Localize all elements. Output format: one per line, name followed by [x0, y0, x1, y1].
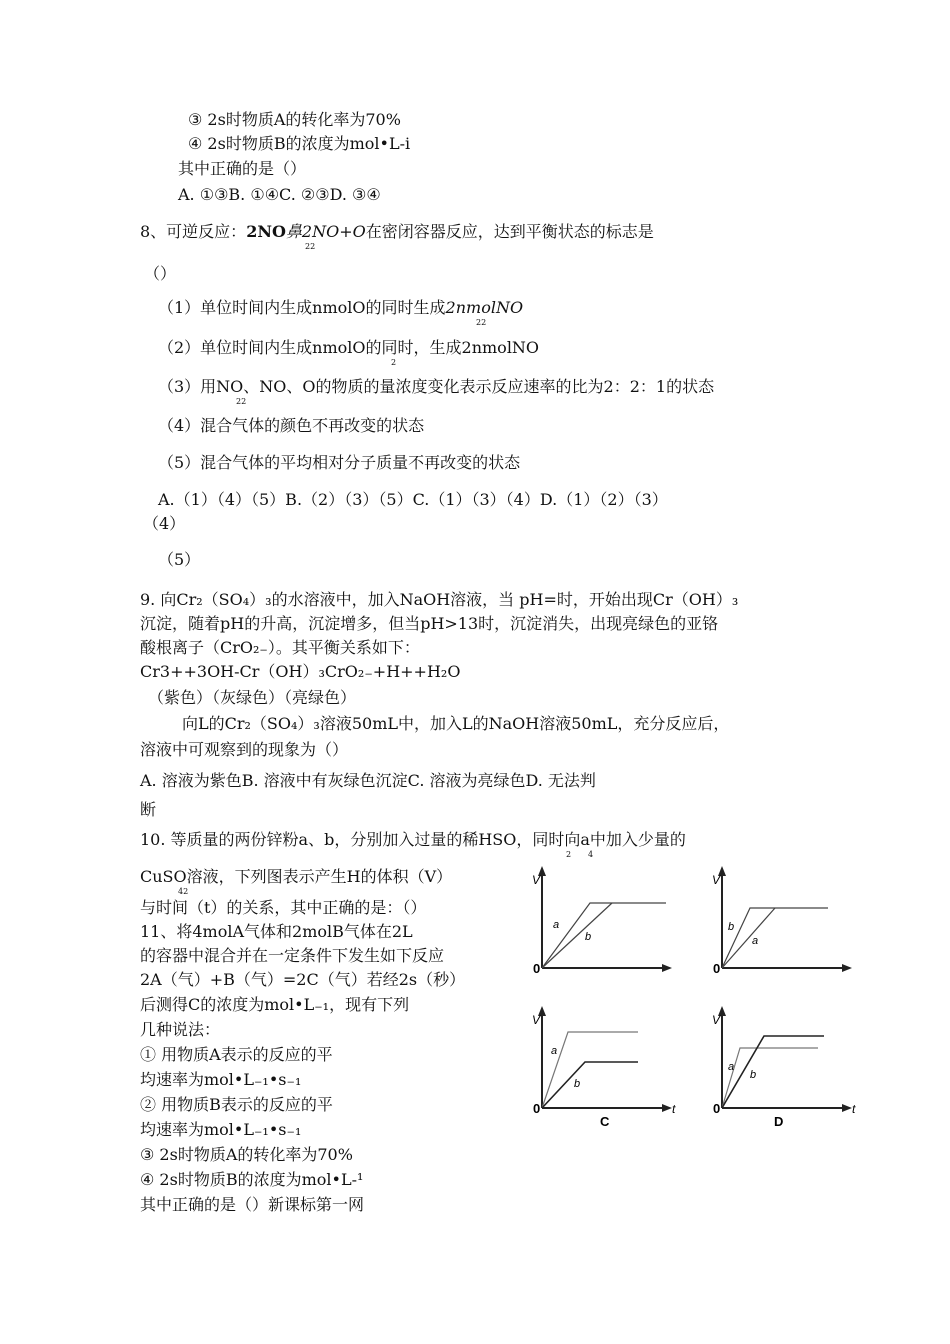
graph-d-label-a: a — [728, 1061, 735, 1073]
q8-option-1 — [158, 298, 523, 318]
q8-stem-a: 8、可逆反应： — [140, 222, 247, 241]
graph-b-x-arrow — [842, 964, 852, 972]
graph-b-curve-a — [722, 908, 775, 968]
graph-a-label-b: b — [585, 931, 592, 943]
graph-c-label-a: a — [551, 1045, 558, 1057]
q8-option-4: （4）混合气体的颜色不再改变的状态 — [158, 416, 425, 435]
q10-line-3: 与时间（t）的关系，其中正确的是：（） — [140, 898, 427, 917]
graph-d-v-label: V — [712, 1013, 721, 1027]
q8-answers-cont: （4） — [143, 514, 186, 533]
graph-b-v-label: V — [712, 873, 721, 887]
q8-stem-e: 在密闭容器反应，达到平衡状态的标志是 — [365, 222, 654, 241]
q8-option-3: （3）用NO、NO、O的物质的量浓度变化表示反应速率的比为2：2：1的状态 — [158, 377, 715, 396]
q11-line-5: 几种说法： — [140, 1020, 221, 1039]
q9-line-3: 酸根离子（CrO₂₋）。其平衡关系如下： — [140, 638, 420, 657]
q10-sub-42: 42 — [178, 887, 189, 896]
q8-option-1-b: 2nmolNO — [445, 298, 524, 317]
q8-option-1-a: （1）单位时间内生成nmolO的同时生成 — [158, 298, 446, 317]
graph-b-curve-b — [722, 908, 828, 968]
q11-line-9: 均速率为mol•L₋₁•s₋₁ — [140, 1120, 302, 1139]
graph-b — [700, 860, 860, 985]
q11-line-12: 其中正确的是（）新课标第一网 — [140, 1195, 365, 1214]
graph-d-t-label: t — [852, 1102, 856, 1116]
graph-c-origin: 0 — [533, 1101, 541, 1116]
q11-line-11: ④ 2s时物质B的浓度为mol•L-¹ — [140, 1170, 364, 1189]
graph-b-origin: 0 — [713, 961, 721, 976]
q10-sub-4: 4 — [588, 850, 594, 859]
graph-c-v-label: V — [532, 1013, 541, 1027]
graph-a-curve-a — [542, 903, 666, 968]
q11-line-8: ② 用物质B表示的反应的平 — [140, 1095, 333, 1114]
graph-c-curve-a — [542, 1032, 638, 1108]
graph-a-label-a: a — [553, 919, 560, 931]
top-question: 其中正确的是（） — [178, 159, 307, 178]
q8-option-5: （5）混合气体的平均相对分子质量不再改变的状态 — [158, 453, 521, 472]
q9-answers: A. 溶液为紫色B. 溶液中有灰绿色沉淀C. 溶液为亮绿色D. 无法判 — [140, 771, 596, 790]
graph-c-caption: C — [600, 1114, 610, 1129]
q8-option-2-sub: 2 — [391, 358, 397, 367]
graph-d-x-arrow — [842, 1104, 852, 1112]
q8-stem-d: +O — [339, 222, 366, 241]
q11-line-1: 11、将4molA气体和2molB气体在2L — [140, 922, 413, 941]
q11-line-10: ③ 2s时物质A的转化率为70% — [140, 1145, 353, 1164]
q9-line-6: 向L的Cr₂（SO₄）₃溶液50mL中，加入L的NaOH溶液50mL，充分反应后， — [182, 714, 730, 733]
graph-a-curve-b — [542, 903, 612, 968]
graph-b-label-a: a — [752, 935, 759, 947]
q8-option-3-sub: 22 — [236, 397, 247, 406]
graph-c-t-label: t — [672, 1102, 676, 1116]
q9-equilibrium: Cr3++3OH-Cr（OH）₃CrO₂₋+H++H₂O — [140, 662, 461, 681]
graph-d — [700, 1000, 870, 1135]
graph-a-origin: 0 — [533, 961, 541, 976]
q8-option-1-sub: 22 — [476, 318, 487, 327]
q11-line-7: 均速率为mol•L₋₁•s₋₁ — [140, 1070, 302, 1089]
graph-c-curve-b — [542, 1062, 638, 1108]
q9-line-1: 9. 向Cr₂（SO₄）₃的水溶液中，加入NaOH溶液，当 pH=时，开始出现Cr（OH）₃ — [140, 590, 739, 609]
graph-c-label-b: b — [574, 1078, 581, 1090]
q10-line-2: CuSO溶液，下列图表示产生H的体积（V） — [140, 867, 453, 886]
graph-d-label-b: b — [750, 1069, 757, 1081]
q8-subscript: 22 — [305, 242, 316, 251]
graph-d-curve-b — [722, 1036, 824, 1108]
graph-a-v-label: V — [532, 873, 541, 887]
top-line-4: ④ 2s时物质B的浓度为mol•L-i — [188, 134, 411, 153]
q11-line-2: 的容器中混合并在一定条件下发生如下反应 — [140, 946, 445, 965]
q8-option-2: （2）单位时间内生成nmolO的同时，生成2nmolNO — [158, 338, 540, 357]
graph-b-label-b: b — [728, 921, 735, 933]
q9-line-2: 沉淀，随着pH的升高，沉淀增多，但当pH>13时，沉淀消失，出现亮绿色的亚铬 — [140, 614, 719, 633]
q11-line-4: 后测得C的浓度为mol•L₋₁，现有下列 — [140, 995, 410, 1014]
q11-line-6: ① 用物质A表示的反应的平 — [140, 1045, 333, 1064]
graph-c-x-arrow — [662, 1104, 672, 1112]
graph-d-curve-a — [722, 1048, 818, 1108]
q11-line-3: 2A（气）+B（气）=2C（气）若经2s（秒） — [140, 970, 466, 989]
q8-stem — [140, 222, 654, 242]
q8-paren: （） — [144, 264, 177, 283]
q8-stem-c: 鼻2NO — [285, 222, 340, 241]
q10-sub-2: 2 — [566, 850, 572, 859]
top-answers: A. ①③B. ①④C. ②③D. ③④ — [178, 185, 381, 204]
graph-a-x-arrow — [662, 964, 672, 972]
q10-line-1: 10. 等质量的两份锌粉a、b，分别加入过量的稀HSO，同时向a中加入少量的 — [140, 830, 686, 849]
graph-a — [520, 860, 680, 985]
q9-answers-cont: 断 — [140, 800, 157, 819]
graph-c — [520, 1000, 690, 1135]
q9-line-7: 溶液中可观察到的现象为（） — [140, 740, 349, 759]
graph-d-caption: D — [774, 1114, 784, 1129]
top-line-3: ③ 2s时物质A的转化率为70% — [188, 110, 401, 129]
q8-stem-b: 2NO — [246, 222, 286, 241]
q9-colors: （紫色）（灰绿色）（亮绿色） — [148, 688, 357, 707]
graph-d-origin: 0 — [713, 1101, 721, 1116]
q8-answers: A.（1）（4）（5）B.（2）（3）（5）C.（1）（3）（4）D.（1）（2）（3） — [158, 490, 668, 509]
q8-answers-cont2: （5） — [158, 550, 201, 569]
